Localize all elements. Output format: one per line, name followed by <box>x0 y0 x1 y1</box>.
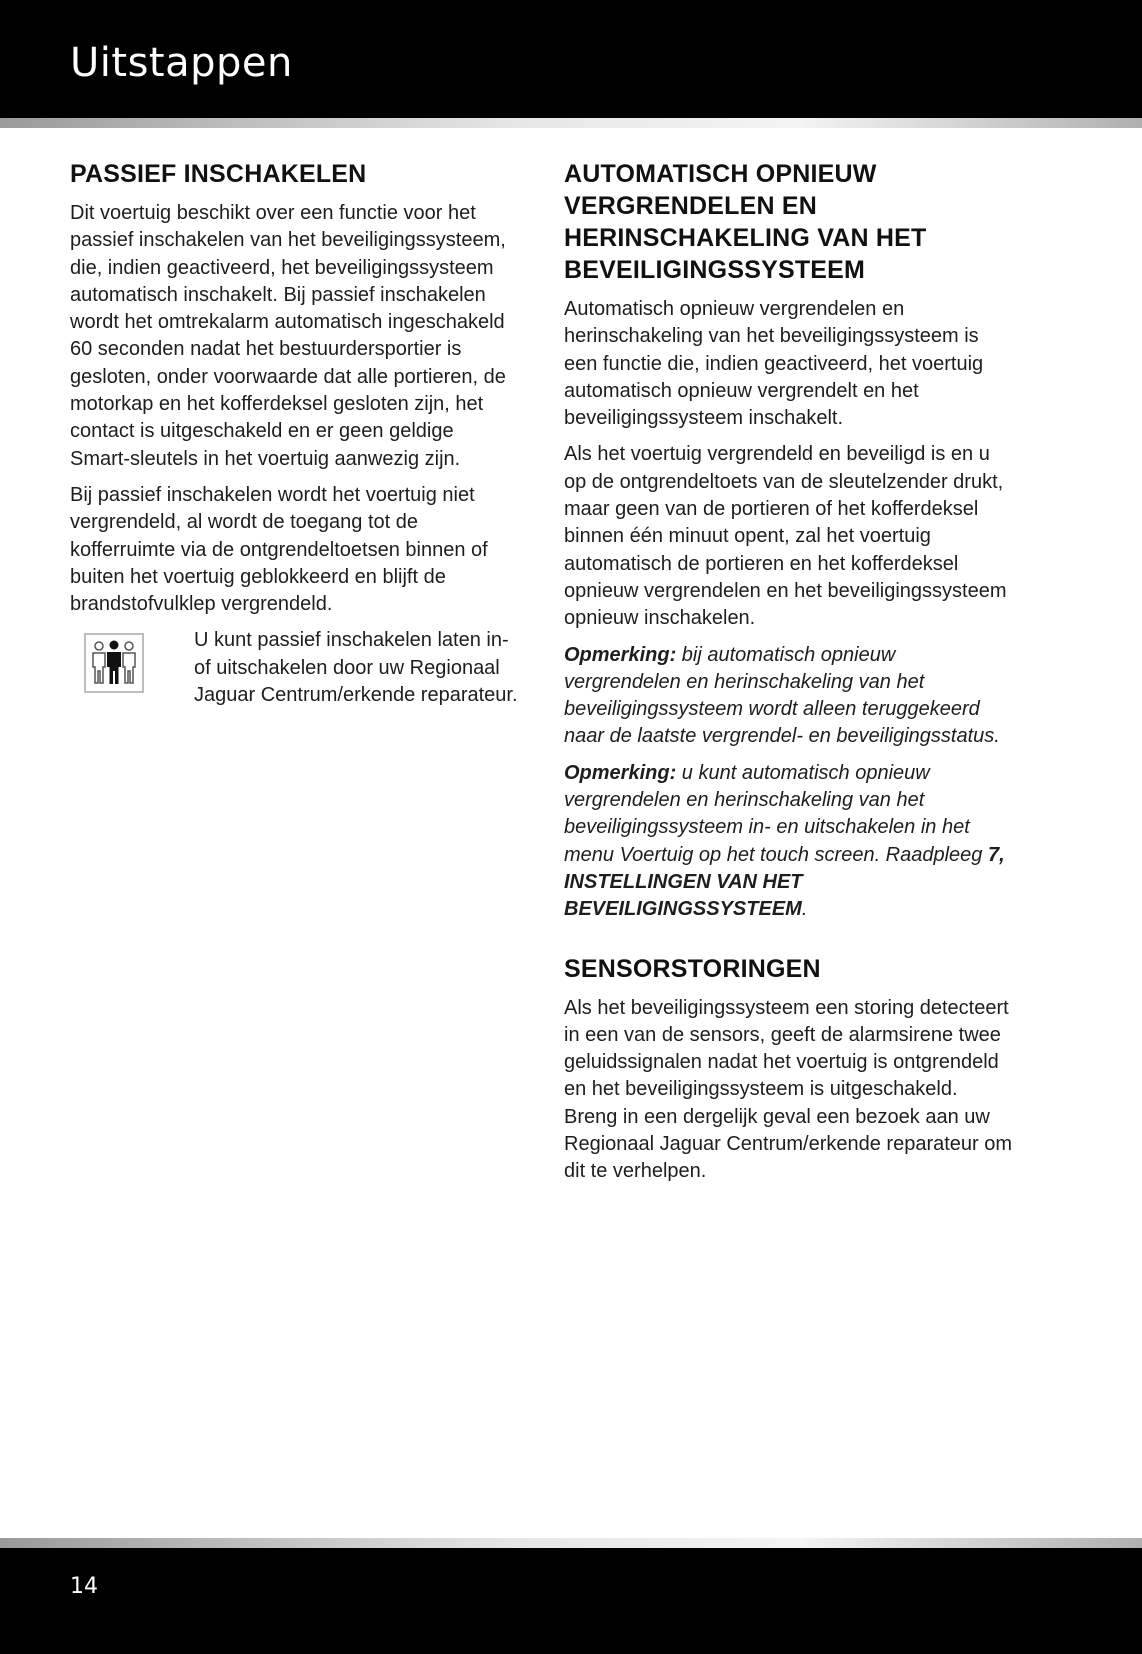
dealer-people-icon <box>84 633 144 693</box>
page-number: 14 <box>70 1574 98 1599</box>
dealer-note <box>70 627 518 709</box>
section-heading-sensorstoringen: SENSORSTORINGEN <box>564 954 821 983</box>
section-heading-passief: PASSIEF INSCHAKELEN <box>70 160 367 188</box>
note-text: bij automatisch opnieuw vergrendelen en herinschakeling van het beveiligingssysteem wordt alleen teruggekeerd naar de laatste vergrendel- en beveiligingsstatus. <box>564 643 1000 748</box>
note-text: u kunt automatisch opnieuw vergrendelen en herinschakeling van het beveiligingssysteem in- en uitschakelen in het menu Voertuig op het touch screen. Raadpleeg <box>564 761 988 866</box>
page-title: Uitstappen <box>70 40 293 86</box>
cross-reference-link[interactable]: 7, INSTELLINGEN VAN HET BEVEILIGINGSSYSTEEM <box>564 843 1005 921</box>
paragraph: Dit voertuig beschikt over een functie voor het passief inschakelen van het beveiligingssysteem, die, indien geactiveerd, het beveiligingssysteem automatisch inschakelt. Bij passief inschakelen wordt het omtrekalarm automatisch ingeschakeld 60 seconden nadat het bestuurdersportier is gesloten, onder voorwaarde dat alle portieren, de motorkap en het kofferdeksel gesloten zijn, het contact is uitgeschakeld en er geen geldige Smart-sleutels in het voertuig aanwezig zijn. <box>70 202 506 470</box>
note-label: Opmerking: <box>564 761 677 784</box>
section-heading-automatisch: AUTOMATISCH OPNIEUW VERGRENDELEN EN HERINSCHAKELING VAN HET BEVEILIGINGSSYSTEEM <box>564 160 927 284</box>
footer-divider <box>0 1538 1142 1548</box>
paragraph: Als het beveiligingssysteem een storing detecteert in een van de sensors, geeft de alarmsirene twee geluidssignalen nadat het voertuig is ontgrendeld en het beveiligingssysteem is uitgeschakeld. Breng in een dergelijk geval een bezoek aan uw Regionaal Jaguar Centrum/erkende reparateur om dit te verhelpen. <box>564 996 1013 1183</box>
left-column <box>70 158 518 709</box>
note-1 <box>564 642 1014 751</box>
right-column <box>564 158 1014 1195</box>
paragraph: Als het voertuig vergrendeld en beveiligd is en u op de ontgrendeltoets van de sleutelzender drukt, maar geen van de portieren of het kofferdeksel binnen één minuut opent, zal het voertuig automatisch de portieren en het kofferdeksel opnieuw vergrendelen en het beveiligingssysteem opnieuw inschakelen. <box>564 443 1007 630</box>
page-footer <box>0 1548 1142 1654</box>
spacer <box>564 933 1014 953</box>
header-divider <box>0 118 1142 128</box>
note-label: Opmerking: <box>564 643 677 666</box>
note-end: . <box>801 898 808 921</box>
paragraph: Bij passief inschakelen wordt het voertuig niet vergrendeld, al wordt de toegang tot de kofferruimte via de ontgrendeltoetsen binnen of buiten het voertuig geblokkeerd en blijft de brandstofvulklep vergrendeld. <box>70 483 488 616</box>
dealer-note-text: U kunt passief inschakelen laten in- of uitschakelen door uw Regionaal Jaguar Centrum/erkende reparateur. <box>194 629 518 707</box>
page-header <box>0 0 1142 118</box>
note-2 <box>564 760 1014 924</box>
paragraph: Automatisch opnieuw vergrendelen en herinschakeling van het beveiligingssysteem is een functie die, indien geactiveerd, het voertuig automatisch opnieuw vergrendelt en het beveiligingssysteem inschakelt. <box>564 298 984 430</box>
